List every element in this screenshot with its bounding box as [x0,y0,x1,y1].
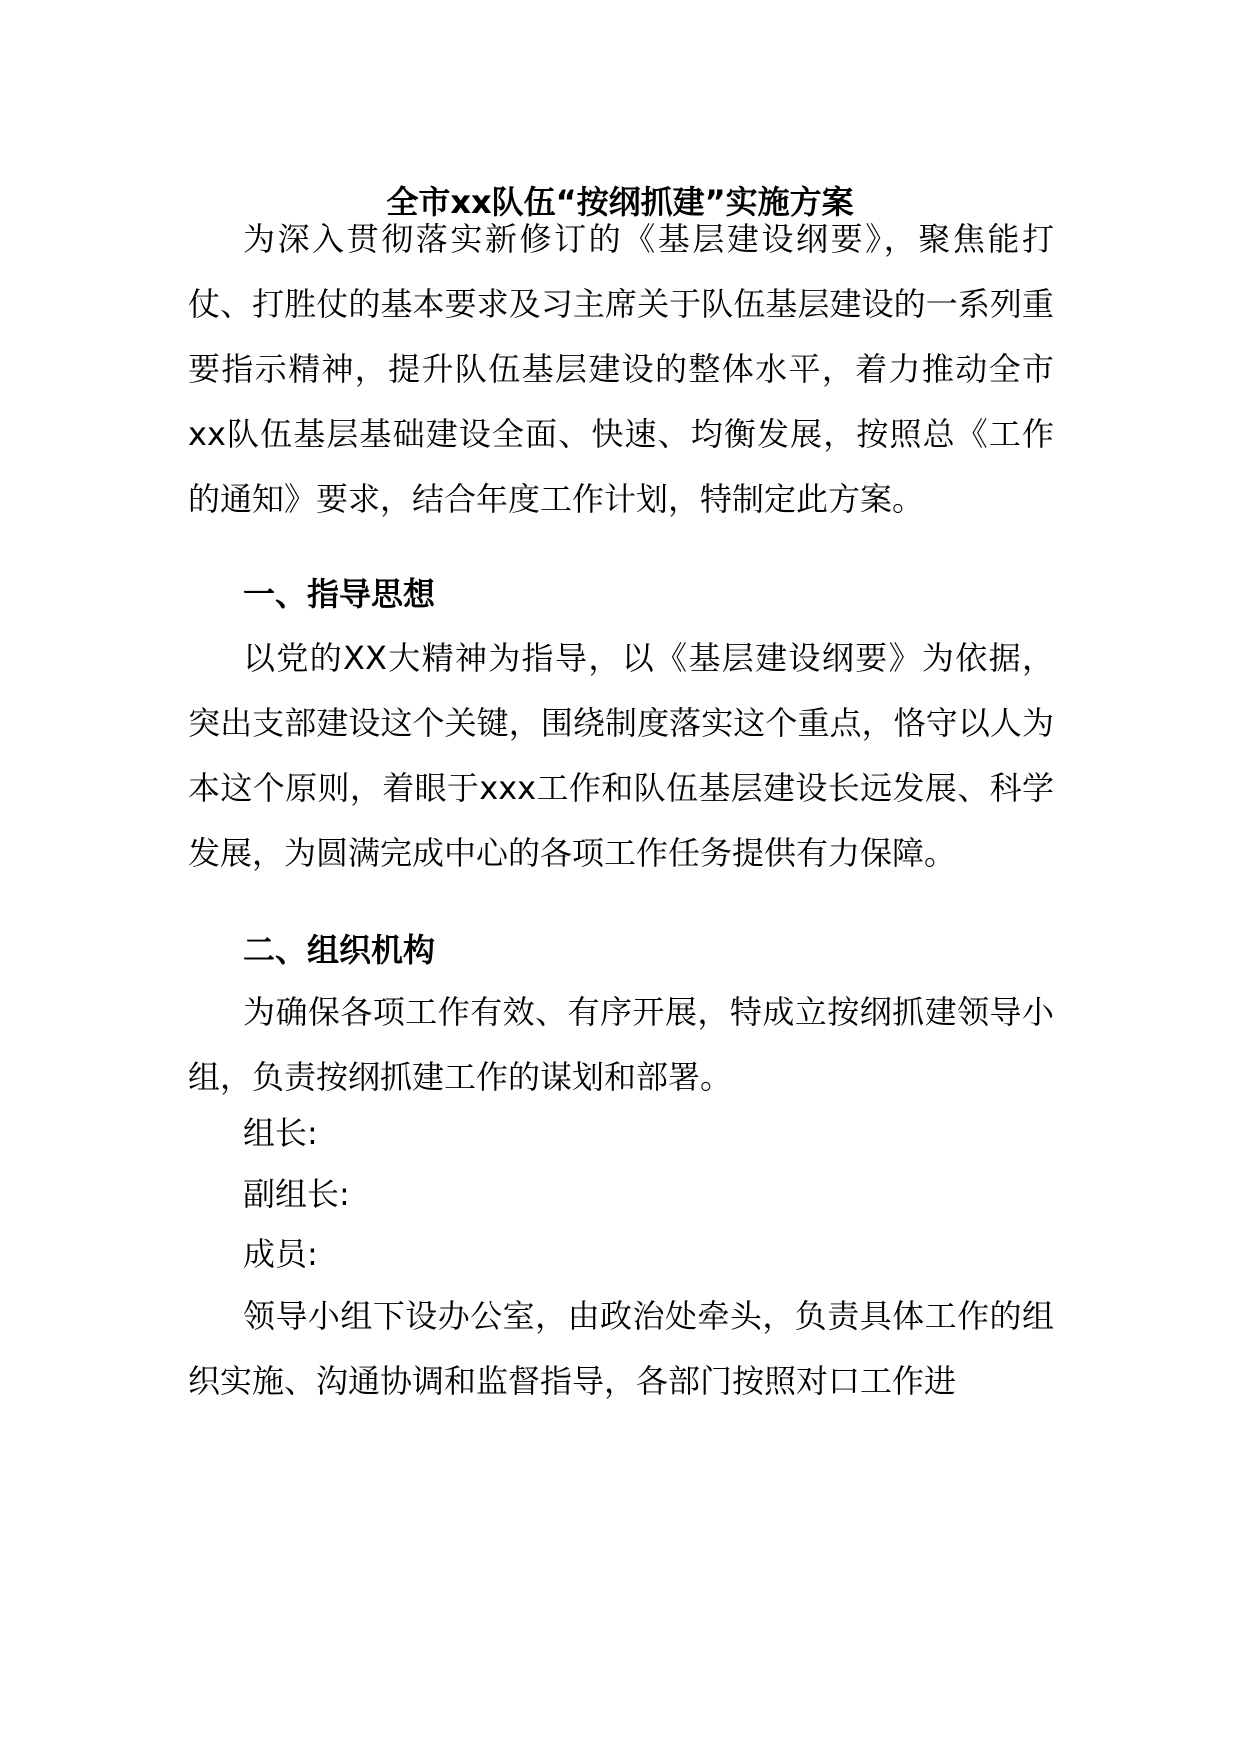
intro-paragraph: 为深入贯彻落实新修订的《基层建设纲要》，聚焦能打仗、打胜仗的基本要求及习主席关于队伍基层建设的一系列重要指示精神，提升队伍基层建设的整体水平，着力推动全市xx队伍基层基础建设全面、快速、均衡发展，按照总《工作的通知》要求，结合年度工作计划，特制定此方案。 [188,220,1054,518]
document-title: 全市xx队伍“按纲抓建”实施方案 [386,183,854,221]
section-heading-organization: 二、组织机构 [243,931,436,969]
deputy-leader-label: 副组长: [243,1175,350,1213]
guiding-ideology-paragraph: 以党的XX大精神为指导，以《基层建设纲要》为依据，突出支部建设这个关键，围绕制度落实这个重点，恪守以人为本这个原则，着眼于xxx工作和队伍基层建设长远发展、科学发展，为圆满完成中心的各项工作任务提供有力保障。 [188,639,1054,872]
section-heading-guiding-ideology: 一、指导思想 [243,575,436,613]
organization-paragraph: 为确保各项工作有效、有序开展，特成立按纲抓建领导小组，负责按纲抓建工作的谋划和部署。 [188,993,1054,1096]
leader-label: 组长: [243,1114,318,1152]
office-paragraph: 领导小组下设办公室，由政治处牵头，负责具体工作的组织实施、沟通协调和监督指导，各部门按照对口工作进 [188,1297,1054,1400]
members-label: 成员: [243,1235,318,1273]
